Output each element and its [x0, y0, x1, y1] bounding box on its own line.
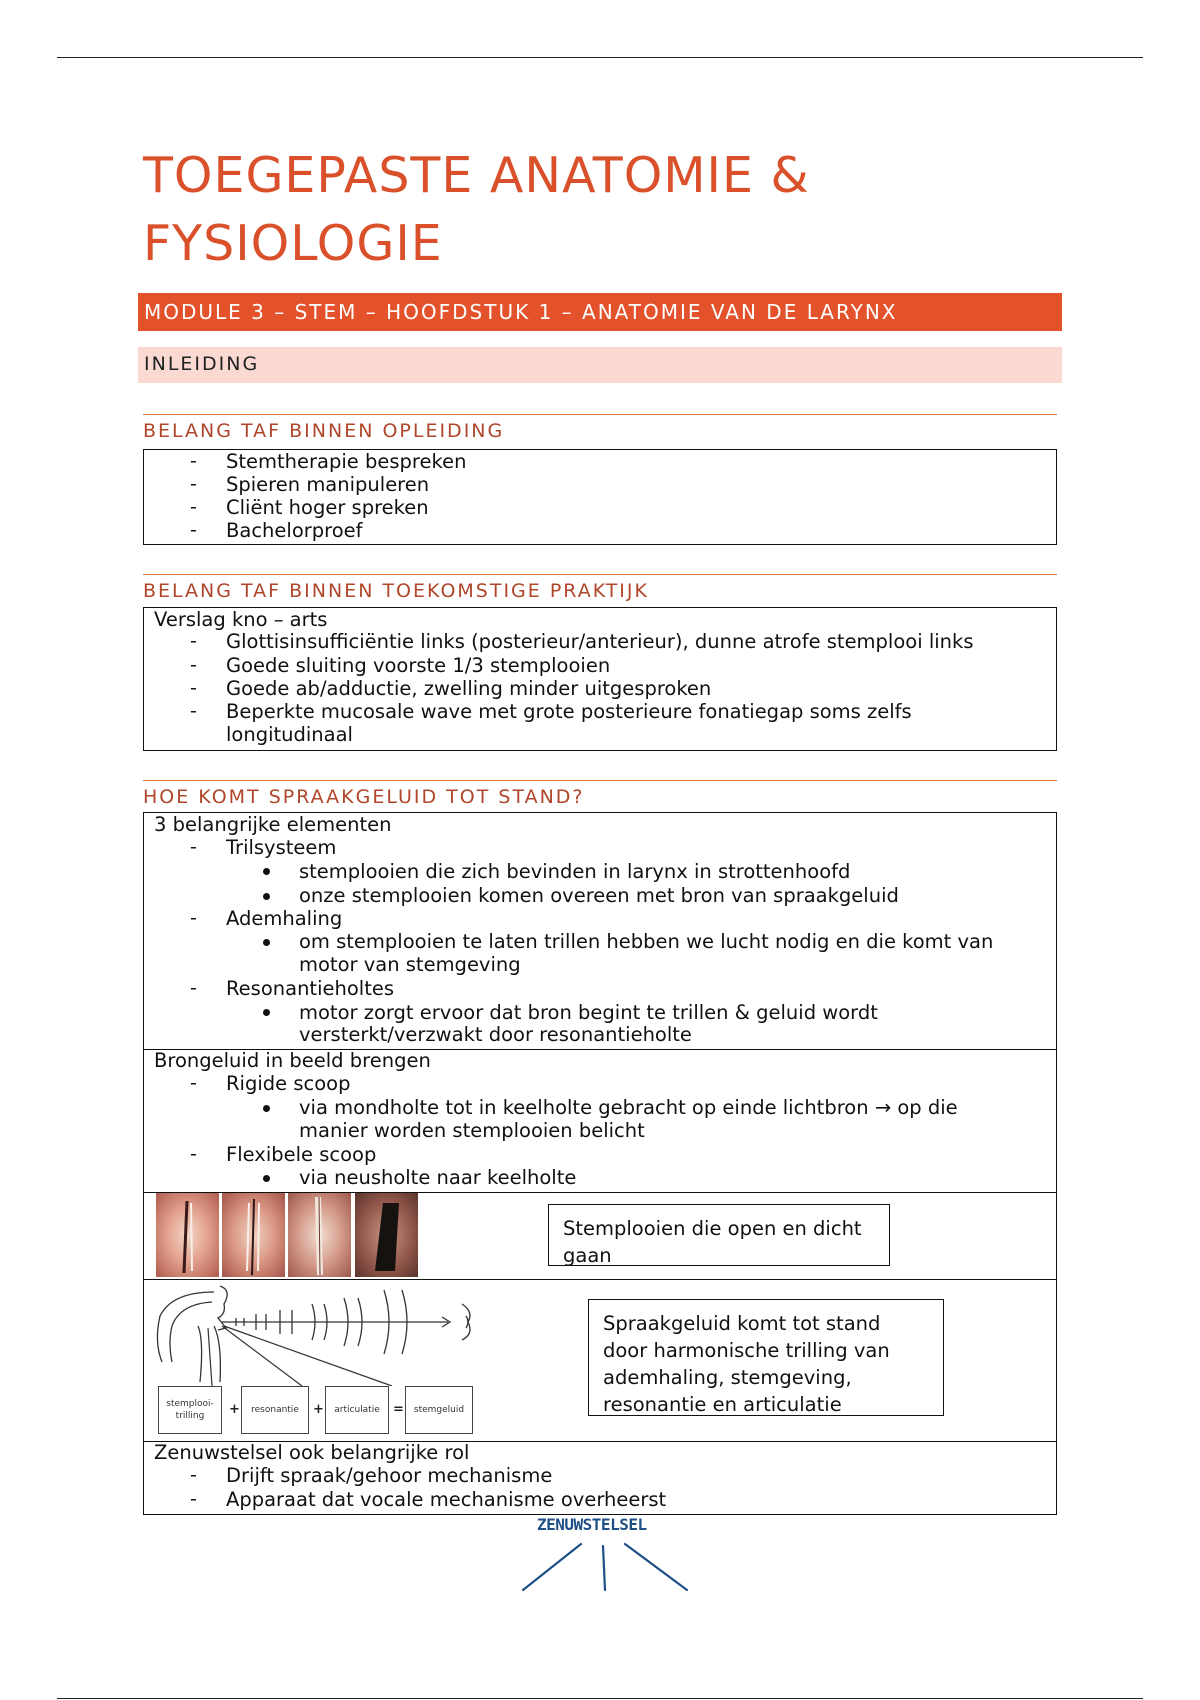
module-heading: MODULE 3 – STEM – HOOFDSTUK 1 – ANATOMIE VAN DE LARYNX	[138, 293, 1062, 331]
title-line-2: FYSIOLOGIE	[143, 215, 443, 272]
list-item: Flexibele scoop	[226, 1143, 377, 1166]
section3-heading: HOE KOMT SPRAAKGELUID TOT STAND?	[143, 786, 585, 808]
list-item: Rigide scoop	[226, 1072, 351, 1095]
diagram-box-voice-sound: stemgeluid	[405, 1386, 473, 1434]
sub-item: om stemplooien te laten trillen hebben we lucht nodig en die komt van	[299, 930, 994, 953]
sub-item: stemplooien die zich bevinden in larynx in strottenhoofd	[299, 860, 851, 883]
sub-item-continued: motor van stemgeving	[299, 953, 521, 976]
section2-box: Verslag kno – arts - Glottisinsufficiëntie links (posterieur/anterieur), dunne atrofe stemplooi links - Goede sluiting voorste 1/3 stemplooien - Goede ab/adductie, zwelling minder uitgesproken - Beperkte mucosale wave met grote posterieure fonatiegap soms zelfs longitudinaal	[143, 607, 1057, 751]
speech-production-diagram	[152, 1282, 482, 1386]
section1-box: - Stemtherapie bespreken - Spieren manipuleren - Cliënt hoger spreken - Bachelorproef	[143, 449, 1057, 545]
diagram-plus: +	[229, 1402, 240, 1417]
list-item: Apparaat dat vocale mechanisme overheerst	[226, 1488, 667, 1511]
sub-item: via neusholte naar keelholte	[299, 1166, 577, 1189]
list-item-continued: longitudinaal	[226, 723, 353, 746]
bullet	[263, 1175, 270, 1182]
list-item: Ademhaling	[226, 907, 343, 930]
vocal-folds-photo-3	[288, 1193, 351, 1277]
bottom-rule	[57, 1698, 1143, 1699]
bullet	[263, 868, 270, 875]
row-divider	[143, 1279, 1057, 1280]
vocal-folds-photo-2	[222, 1193, 285, 1277]
section1-heading: BELANG TAF BINNEN OPLEIDING	[143, 420, 505, 442]
top-rule	[57, 57, 1143, 58]
document-title	[143, 142, 810, 278]
list-item: Beperkte mucosale wave met grote posterieure fonatiegap soms zelfs	[226, 700, 912, 723]
sub-item-continued: manier worden stemplooien belicht	[299, 1119, 645, 1142]
callout-open-close: Stemplooien die open en dicht gaan	[548, 1204, 890, 1266]
vocal-folds-photo-1	[156, 1193, 219, 1277]
list-item: Bachelorproef	[226, 519, 363, 542]
section2-heading: BELANG TAF BINNEN TOEKOMSTIGE PRAKTIJK	[143, 580, 649, 602]
intro-heading: INLEIDING	[138, 347, 1062, 383]
diagram-box-resonance: resonantie	[241, 1386, 309, 1434]
list-item: Stemtherapie bespreken	[226, 450, 467, 473]
sub-item-continued: versterkt/verzwakt door resonantieholte	[299, 1023, 692, 1046]
diagram-plus: +	[313, 1402, 324, 1417]
block1-intro: 3 belangrijke elementen	[154, 813, 392, 836]
title-line-1: TOEGEPASTE ANATOMIE &	[143, 147, 810, 204]
bullet	[263, 893, 270, 900]
list-item: Glottisinsufficiëntie links (posterieur/anterieur), dunne atrofe stemplooi links	[226, 630, 974, 653]
diagram-box-vocal-fold-vibration: stemplooi-trilling	[158, 1386, 222, 1434]
block3-intro: Zenuwstelsel ook belangrijke rol	[154, 1441, 470, 1464]
box-intro: Verslag kno – arts	[154, 608, 328, 631]
bullet	[263, 1009, 270, 1016]
list-item: Trilsysteem	[226, 836, 337, 859]
section2-rule	[143, 574, 1057, 575]
list-item: Spieren manipuleren	[226, 473, 430, 496]
section1-rule	[143, 414, 1057, 415]
section3-rule	[143, 780, 1057, 781]
list-item: Goede sluiting voorste 1/3 stemplooien	[226, 654, 611, 677]
bullet	[263, 939, 270, 946]
list-item: Cliënt hoger spreken	[226, 496, 429, 519]
diagram-box-articulation: articulatie	[325, 1386, 389, 1434]
sub-item: motor zorgt ervoor dat bron begint te trillen & geluid wordt	[299, 1001, 878, 1024]
vocal-folds-photo-4	[355, 1193, 418, 1277]
list-item: Resonantieholtes	[226, 977, 394, 1000]
block2-intro: Brongeluid in beeld brengen	[154, 1049, 431, 1072]
list-item: Goede ab/adductie, zwelling minder uitgesproken	[226, 677, 712, 700]
handwritten-branches	[515, 1540, 695, 1640]
handwritten-label: ZENUWSTELSEL	[537, 1515, 647, 1534]
bullet	[263, 1105, 270, 1112]
callout-speech-production: Spraakgeluid komt tot stand door harmonische trilling van ademhaling, stemgeving, resonantie en articulatie	[588, 1299, 944, 1416]
sub-item: onze stemplooien komen overeen met bron van spraakgeluid	[299, 884, 899, 907]
list-item: Drijft spraak/gehoor mechanisme	[226, 1464, 553, 1487]
diagram-equals: =	[393, 1402, 404, 1417]
sub-item: via mondholte tot in keelholte gebracht op einde lichtbron → op die	[299, 1096, 958, 1119]
